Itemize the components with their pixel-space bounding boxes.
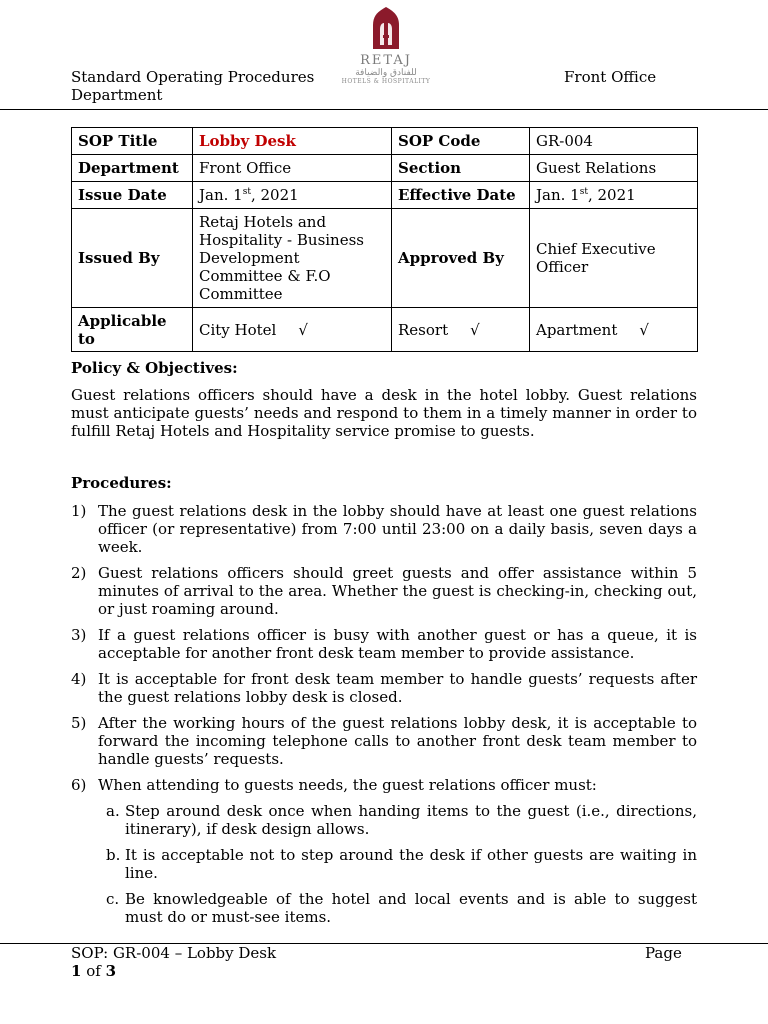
issued-by-label: Issued By <box>72 209 193 308</box>
applicable-resort: Resort √ <box>392 308 530 352</box>
approved-by-value: Chief Executive Officer <box>530 209 698 308</box>
logo-name: RETAJ <box>360 53 412 68</box>
page-number: 1 of 3 <box>71 962 116 980</box>
sub-list-item: b. It is acceptable not to step around the desk if other guests are waiting in line. <box>106 846 697 882</box>
sub-list <box>98 802 697 926</box>
applicable-city-hotel: City Hotel √ <box>193 308 392 352</box>
header-divider <box>0 109 768 110</box>
sop-title-label: SOP Title <box>72 128 193 155</box>
policy-text: Guest relations officers should have a desk in the hotel lobby. Guest relations must anticipate guests’ needs and respond to them in a timely manner in order to fulfill Retaj Hotels and Hospitality service promise to guests. <box>71 386 697 440</box>
retaj-emblem-icon <box>369 5 403 51</box>
procedures-list <box>71 502 697 926</box>
sop-title-value: Lobby Desk <box>193 128 392 155</box>
table-row <box>72 182 698 209</box>
footer-left <box>71 944 276 980</box>
sop-info-table <box>71 127 698 352</box>
header-title: Standard Operating Procedures <box>71 68 315 86</box>
checkmark-icon: √ <box>298 320 308 339</box>
checkmark-icon: √ <box>639 320 649 339</box>
policy-heading: Policy & Objectives: <box>71 359 238 377</box>
retaj-logo <box>340 5 432 91</box>
effective-date-value: Jan. 1st, 2021 <box>530 182 698 209</box>
logo-subtitle: HOTELS & HOSPITALITY <box>341 78 431 85</box>
table-row <box>72 308 698 352</box>
table-row <box>72 209 698 308</box>
table-row <box>72 155 698 182</box>
footer-sop-ref: SOP: GR-004 – Lobby Desk <box>71 944 277 962</box>
procedures-heading: Procedures: <box>71 474 172 492</box>
list-item: 2) Guest relations officers should greet guests and offer assistance within 5 minutes of arrival to the area. Whether the guest is checking-in, checking out, or just roaming around. <box>71 564 697 618</box>
header-department: Department <box>71 86 163 104</box>
effective-date-label: Effective Date <box>392 182 530 209</box>
section-value: Guest Relations <box>530 155 698 182</box>
approved-by-label: Approved By <box>392 209 530 308</box>
sop-body <box>71 359 697 934</box>
department-label: Department <box>72 155 193 182</box>
sop-code-label: SOP Code <box>392 128 530 155</box>
issued-by-value: Retaj Hotels and Hospitality - Business Development Committee & F.O Committee <box>193 209 392 308</box>
applicable-apartment: Apartment √ <box>530 308 698 352</box>
header-left <box>71 68 314 104</box>
header-right: Front Office <box>564 68 657 86</box>
issue-date-value: Jan. 1st, 2021 <box>193 182 392 209</box>
footer-page-label: Page <box>645 944 682 962</box>
list-item: 1) The guest relations desk in the lobby should have at least one guest relations officer (or representative) from 7:00 until 23:00 on a daily basis, seven days a week. <box>71 502 697 556</box>
list-item: 6) When attending to guests needs, the guest relations officer must: a. Step around desk once when handing items to the guest (i.e., directions, itinerary), if desk design allows. b. It is acceptable not to step around the desk if other guests are waiting in line. c. Be knowledgeable of the hotel and local events and is able to suggest must do or must-see items. <box>71 776 697 926</box>
table-row <box>72 128 698 155</box>
issue-date-label: Issue Date <box>72 182 193 209</box>
list-item: 4) It is acceptable for front desk team member to handle guests’ requests after the guest relations lobby desk is closed. <box>71 670 697 706</box>
sub-list-item: c. Be knowledgeable of the hotel and local events and is able to suggest must do or must-see items. <box>106 890 697 926</box>
section-label: Section <box>392 155 530 182</box>
sop-code-value: GR-004 <box>530 128 698 155</box>
department-value: Front Office <box>193 155 392 182</box>
logo-arabic: للفنادق والضيافة <box>355 68 417 78</box>
applicable-label: Applicable to <box>72 308 193 352</box>
checkmark-icon: √ <box>470 320 480 339</box>
list-item: 3) If a guest relations officer is busy with another guest or has a queue, it is acceptable for another front desk team member to provide assistance. <box>71 626 697 662</box>
sub-list-item: a. Step around desk once when handing items to the guest (i.e., directions, itinerary), if desk design allows. <box>106 802 697 838</box>
list-item: 5) After the working hours of the guest relations lobby desk, it is acceptable to forward the incoming telephone calls to another front desk team member to handle guests’ requests. <box>71 714 697 768</box>
